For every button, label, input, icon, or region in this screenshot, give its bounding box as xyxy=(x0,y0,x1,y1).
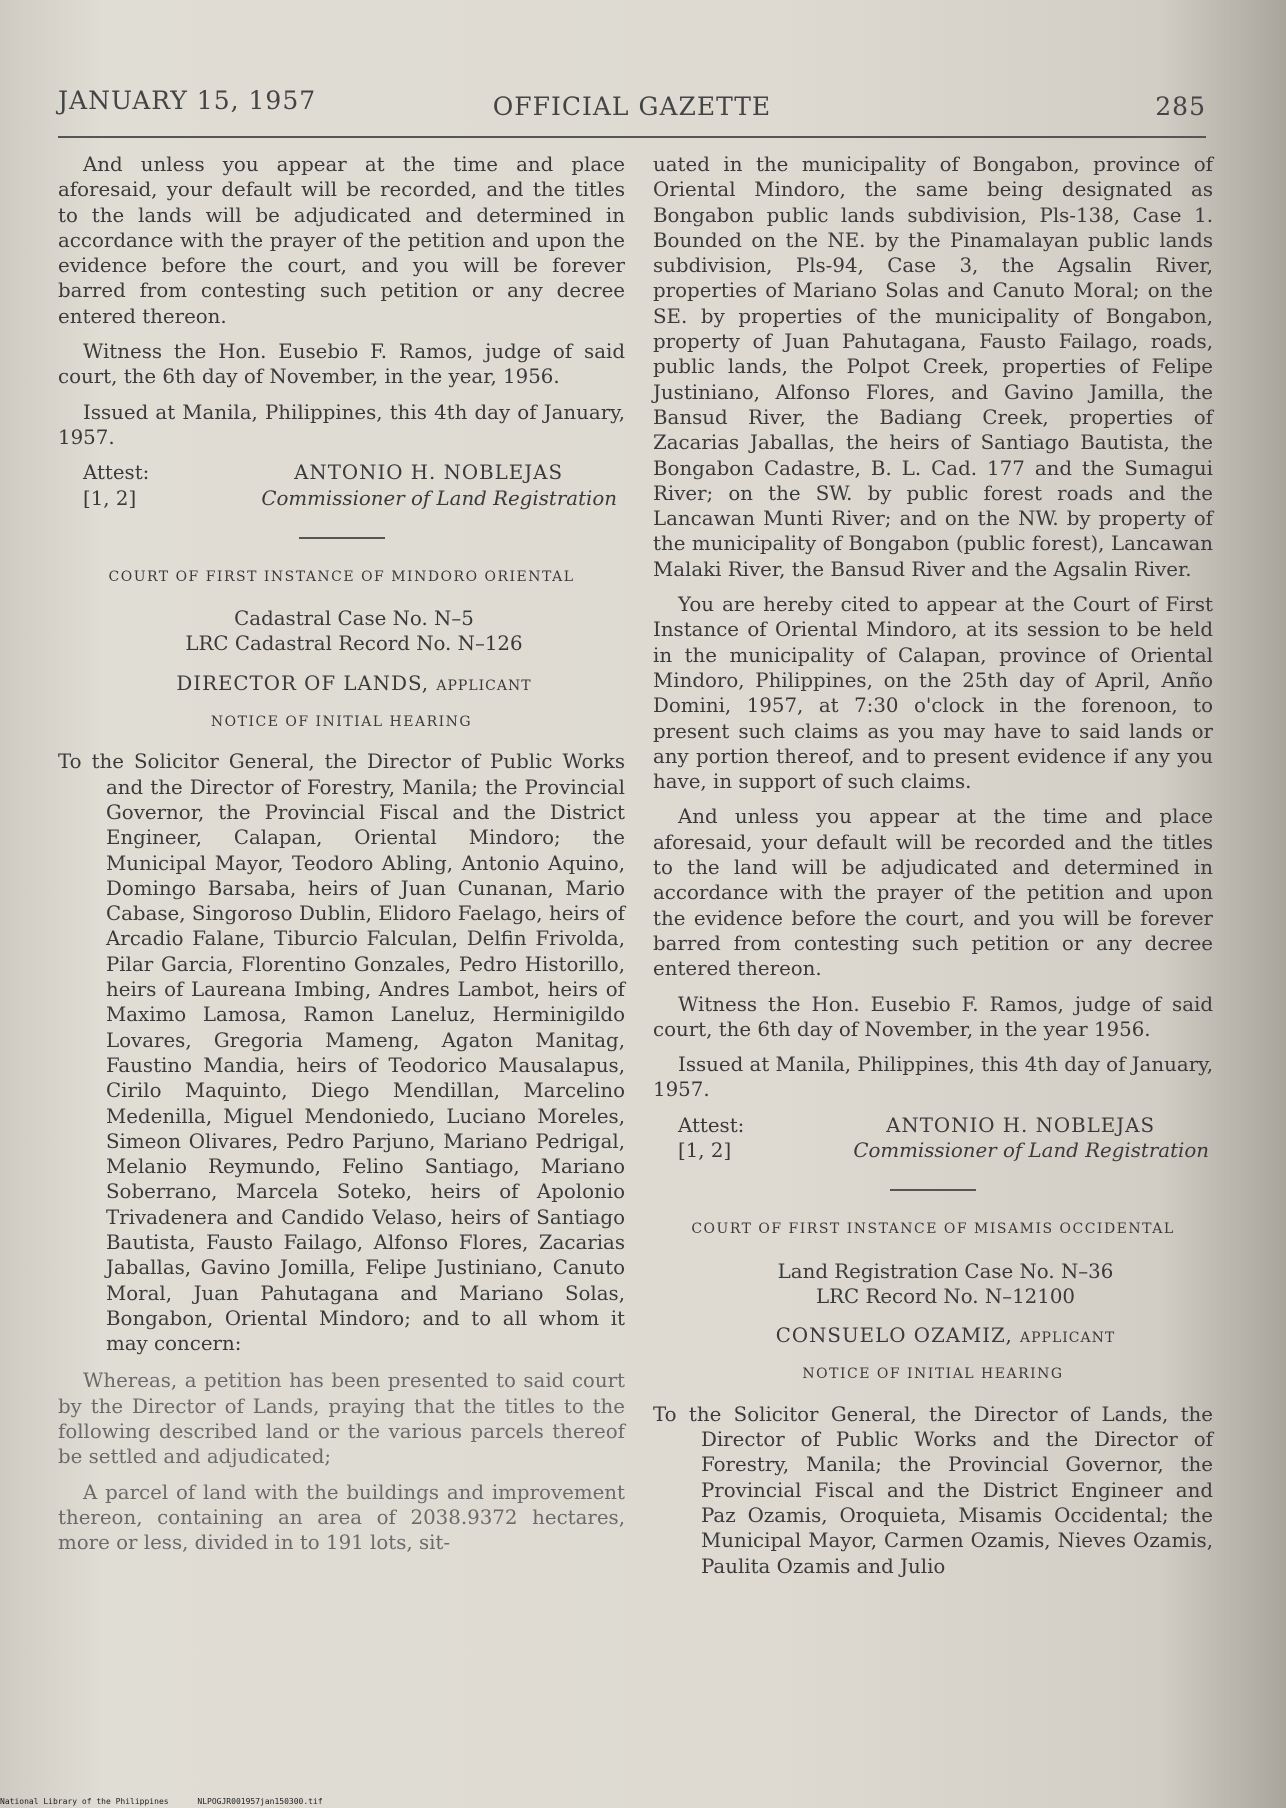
attest-block-row xyxy=(678,1138,1213,1163)
left-paragraph: Witness the Hon. Eusebio F. Ramos, judge of said court, the 6th day of November, in the year, 1956. xyxy=(58,340,625,389)
section-divider xyxy=(890,1189,976,1191)
right-paragraph: uated in the municipality of Bongabon, province of Oriental Mindoro, the same being designated as Bongabon public lands subdivision, Pls-138, Case 1. Bounded on the NE. by the Pinamalayan public lands subdivision, Pls-94, Case 3, the Agsalin River, properties of Mariano Solas and Canuto Moral; on the SE. by properties of the municipality of Bongabon, property of Juan Pahutagana, Fausto Failago, roads, public lands, the Polpot Creek, properties of Felipe Justiniano, Alfonso Flores, and Gavino Jamilla, the Bansud River, the Badiang Creek, properties of Zacarias Jaballas, the heirs of Santiago Bautista, the Bongabon Cadastre, B. L. Cad. 177 and the Sumagui River; on the SW. by public forest roads and the Lancawan Munti River; and on the NW. by property of the municipality of Bongabon (public forest), Lancawan Malaki River, the Bansud River and the Agsalin River. xyxy=(653,153,1213,581)
header-title: OFFICIAL GAZETTE xyxy=(492,92,772,121)
record-number: LRC Cadastral Record No. N–126 xyxy=(185,632,523,656)
attest-name: ANTONIO H. NOBLEJAS xyxy=(886,1113,1155,1137)
header-rule xyxy=(58,136,1206,138)
right-paragraph: And unless you appear at the time and place aforesaid, your default will be recorded and the titles to the land will be adjudicated and determined in accordance with the prayer of the petition and upon the evidence before the court, and you will be forever barred from contesting such petition or any decree entered thereon. xyxy=(653,805,1213,981)
court-heading: COURT OF FIRST INSTANCE OF MISAMIS OCCIDENTAL xyxy=(691,1221,1175,1238)
left-paragraph: Issued at Manila, Philippines, this 4th day of January, 1957. xyxy=(58,400,625,449)
attest-label: Attest: xyxy=(678,1113,745,1137)
addressees: To the Solicitor General, the Director of Lands, the Director of Public Works and the Director of Forestry, Manila; the Provincial Governor, the Provincial Fiscal and the District Engineer and Paz Ozamis, Oroquieta, Misamis Occidental; the Municipal Mayor, Carmen Ozamis, Nieves Ozamis, Paulita Ozamis and Julio xyxy=(653,1402,1213,1578)
case-number: Cadastral Case No. N–5 xyxy=(234,607,474,631)
whereas-paragraph: Whereas, a petition has been presented to said court by the Director of Lands, praying that the titles to the following described land or the various parcels thereof be settled and adjudicated; xyxy=(58,1369,625,1469)
header-date: JANUARY 15, 1957 xyxy=(58,86,317,115)
section-divider xyxy=(299,537,385,539)
attest-ref: [1, 2] xyxy=(83,486,137,510)
page-number: 285 xyxy=(1155,92,1206,121)
footer-file: NLPOGJR001957jan150300.tif xyxy=(197,1797,323,1806)
scan-footer xyxy=(0,1797,347,1806)
right-column xyxy=(653,152,1213,1591)
attest-ref: [1, 2] xyxy=(678,1138,732,1162)
attest-title: Commissioner of Land Registration xyxy=(261,486,617,510)
case-number: Land Registration Case No. N–36 xyxy=(777,1259,1114,1283)
attest-block xyxy=(83,460,625,485)
page-header xyxy=(58,86,1206,126)
left-paragraph: And unless you appear at the time and place aforesaid, your default will be recorded, and the titles to the lands will be adjudicated and determined in accordance with the prayer of the petition and upon the evidence before the court, and you will be forever barred from contesting such petition or any decree entered thereon. xyxy=(58,153,625,328)
attest-label: Attest: xyxy=(83,461,150,485)
right-paragraph: Issued at Manila, Philippines, this 4th day of January, 1957. xyxy=(653,1053,1213,1102)
applicant-line: CONSUELO OZAMIZ, applicant xyxy=(775,1324,1116,1348)
right-paragraph: Witness the Hon. Eusebio F. Ramos, judge of said court, the 6th day of November, in the year 1956. xyxy=(653,992,1213,1041)
right-paragraph: You are hereby cited to appear at the Court of First Instance of Oriental Mindoro, at its session to be held in the municipality of Calapan, province of Oriental Mindoro, Philippines, on the 25th day of April, Anño Domini, 1957, at 7:30 o'clock in the forenoon, to present such claims as you may have to said lands or any portion thereof, and to present evidence if any you have, in support of such claims. xyxy=(653,593,1213,794)
parcel-paragraph: A parcel of land with the buildings and improvement thereon, containing an area of 2038.9372 hectares, more or less, divided in to 191 lots, sit- xyxy=(58,1480,625,1555)
attest-block xyxy=(678,1113,1213,1138)
addressees: To the Solicitor General, the Director of Public Works and the Director of Forestry, Manila; the Provincial Governor, the Provincial Fiscal and the District Engineer, Calapan, Oriental Mindoro; the Municipal Mayor, Teodoro Abling, Antonio Aquino, Domingo Barsaba, heirs of Juan Cunanan, Mario Cabase, Singoroso Dublin, Elidoro Faelago, heirs of Arcadio Falane, Tiburcio Falculan, Delfin Frivolda, Pilar Garcia, Florentino Gonzales, Pedro Historillo, heirs of Laureana Imbing, Andres Lambot, heirs of Maximo Lamosa, Ramon Laneluz, Herminigildo Lovares, Gregoria Mameng, Agaton Manitag, Faustino Mandia, heirs of Teodorico Mausalapus, Cirilo Maquinto, Diego Mendillan, Marcelino Medenilla, Miguel Mendoniedo, Luciano Moreles, Simeon Olivares, Pedro Parjuno, Mariano Pedrigal, Melanio Reymundo, Felino Santiago, Mariano Soberrano, Marcela Soteko, heirs of Apolonio Trivadenera and Candido Velaso, heirs of Santiago Bautista, Fausto Failago, Alfonso Flores, Zacarias Jaballas, Gavino Jomilla, Felipe Justiniano, Canuto Moral, Juan Pahutagana and Mariano Solas, Bongabon, Oriental Mindoro; and to all whom it may concern: xyxy=(58,750,625,1356)
attest-name: ANTONIO H. NOBLEJAS xyxy=(294,461,563,485)
applicant-line: DIRECTOR OF LANDS, applicant xyxy=(176,671,532,695)
attest-block-row xyxy=(83,486,625,511)
notice-heading: NOTICE OF INITIAL HEARING xyxy=(210,714,473,731)
record-number: LRC Record No. N–12100 xyxy=(815,1284,1076,1308)
left-column xyxy=(58,152,625,1566)
notice-heading: NOTICE OF INITIAL HEARING xyxy=(802,1366,1064,1383)
court-heading: COURT OF FIRST INSTANCE OF MINDORO ORIENTAL xyxy=(108,568,575,585)
attest-title: Commissioner of Land Registration xyxy=(853,1138,1209,1162)
footer-source: National Library of the Philippines xyxy=(0,1797,169,1806)
